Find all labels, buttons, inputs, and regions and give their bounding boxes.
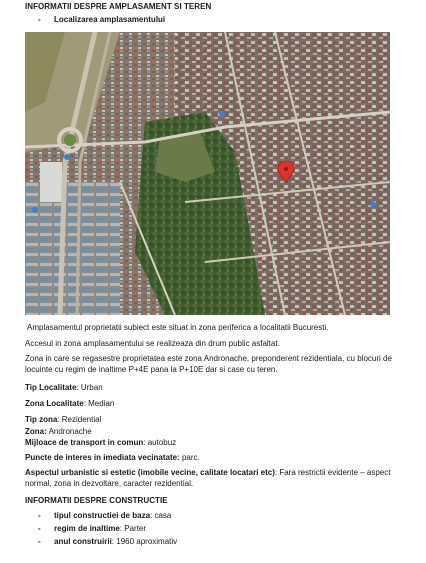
field-label: Tip Localitate [25, 383, 77, 392]
construction-value: : casa [150, 511, 172, 520]
field-label: Aspectul urbanistic si estetic (imobile vecine, calitate locatari etc) [25, 468, 275, 477]
subsection-localizare [38, 15, 165, 24]
bullet-dash: - [38, 511, 41, 520]
field-label: Puncte de interes in imediata vecinatate: [25, 453, 180, 462]
satellite-map-graphic [25, 32, 390, 315]
field-value: : Fara restrictii evidente – aspect normal, zona in dezvoltare, caracter rezidential. [25, 468, 391, 488]
poi-marker [64, 154, 70, 160]
construction-label: regim de inaltime [54, 524, 120, 533]
field-puncte-interes [25, 452, 397, 463]
construction-label: anul construirii [54, 537, 112, 546]
satellite-map-image [25, 32, 390, 315]
field-value: : Median [83, 399, 115, 408]
field-mijloace-transport [25, 437, 397, 448]
field-label: Zona: [25, 427, 47, 436]
field-value: : Rezidential [57, 415, 102, 424]
construction-item-regim [38, 524, 146, 533]
field-zona-localitate [25, 398, 397, 409]
section-title-constructie: INFORMATII DESPRE CONSTRUCTIE [25, 496, 168, 505]
poi-marker [370, 201, 376, 207]
construction-value: : Parter [119, 524, 147, 533]
field-label: Mijloace de transport in comun [25, 438, 144, 447]
field-tip-zona [25, 414, 397, 425]
subsection-title: Localizarea amplasamentului [54, 15, 166, 24]
construction-value: : 1960 aproximativ [111, 537, 178, 546]
construction-item-tip [38, 511, 171, 520]
field-label: Zona Localitate [25, 399, 84, 408]
field-value: parc. [179, 453, 200, 462]
field-aspect-urbanistic [25, 467, 397, 489]
paragraph-location: Amplasamentul proprietatii subiect este situat in zona periferica a localitatii Bucuresti. [27, 323, 329, 332]
construction-label: tipul constructiei de baza [54, 511, 151, 520]
field-value: : Urban [76, 383, 103, 392]
construction-item-an [38, 537, 177, 546]
field-zona [25, 426, 397, 437]
bullet-dash: - [38, 524, 41, 533]
poi-marker [32, 207, 38, 213]
bullet-dash: - [38, 537, 41, 546]
field-value: Andronache [46, 427, 92, 436]
field-tip-localitate [25, 382, 397, 393]
section-title-amplasament: INFORMATII DESPRE AMPLASAMENT SI TEREN [25, 2, 212, 11]
field-label: Tip zona [25, 415, 58, 424]
paragraph-access: Accesul in zona amplasamentului se realizeaza din drum public asfaltat. [25, 339, 280, 348]
paragraph-zone: Zona in care se regasestre proprietatea este zona Andronache, preponderent rezidentiala, cu blocuri de locuinte cu regim de inaltime P+4E pana la P+10E dar si case cu teren. [25, 354, 392, 374]
poi-marker [219, 111, 225, 117]
field-value: : autobuz [143, 438, 177, 447]
bullet-dash: - [38, 15, 41, 24]
